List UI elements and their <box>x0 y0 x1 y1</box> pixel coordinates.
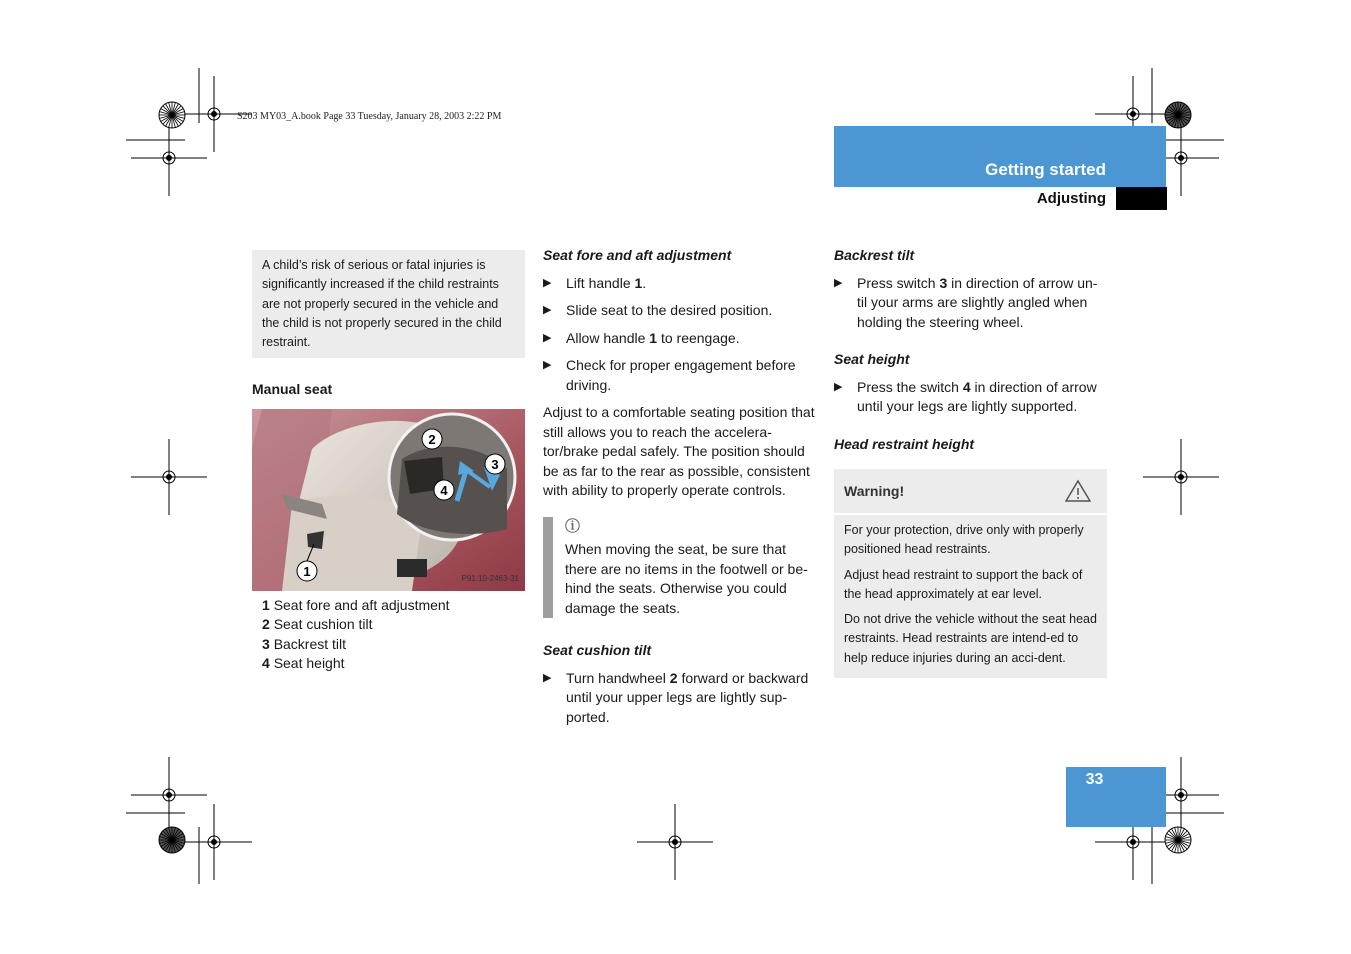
section-header-bar <box>834 126 1166 187</box>
print-header: S203 MY03_A.book Page 33 Tuesday, January 28, 2003 2:22 PM <box>237 111 502 122</box>
color-target <box>1165 827 1191 853</box>
step-item: ▶ Lift handle 1. <box>543 274 647 291</box>
warning-title: Warning! <box>844 483 905 499</box>
cushion-tilt-heading: Seat cushion tilt <box>543 642 652 658</box>
registration-mark <box>637 804 713 880</box>
page-number: 33 <box>1085 771 1104 788</box>
registration-mark <box>131 120 207 196</box>
legend-item: 4 Seat height <box>262 655 345 672</box>
note-text: When moving the seat, be sure that there are no items in the footwell or be-hind the seats. Otherwise you could damage the seats. <box>565 541 808 616</box>
seat-illustration-svg <box>252 409 525 591</box>
callout-1: 1 <box>303 563 311 579</box>
step-item: ▶ Slide seat to the desired position. <box>543 302 773 318</box>
callout-4: 4 <box>440 482 448 498</box>
warning-triangle-icon <box>1065 479 1091 503</box>
page-number-box <box>1066 767 1166 827</box>
note-bar <box>543 517 553 619</box>
step-item: ▶ Press switch 3 in direction of arrow un-til your arms are slightly angled when holding the steering wheel. <box>834 274 1098 330</box>
step-item: ▶ Press the switch 4 in direction of arrow until your legs are lightly supported. <box>834 378 1097 414</box>
color-target <box>159 102 185 128</box>
warning-paragraph: Adjust head restraint to support the back of the head approximately at ear level. <box>844 567 1083 601</box>
head-restraint-heading: Head restraint height <box>834 435 975 452</box>
callout-2: 2 <box>428 431 436 447</box>
warning-header <box>834 469 1107 513</box>
step-item: ▶ Turn handwheel 2 forward or backward until your upper legs are lightly sup-ported. <box>543 669 809 725</box>
right-column <box>834 246 1107 678</box>
warning-box <box>834 469 1107 678</box>
seating-position-text: Adjust to a comfortable seating position that still allows you to reach the accelera-tor/brake pedal safely. The position should be as far to the rear as possible, consistent with ability to properly operate controls. <box>543 404 815 498</box>
info-icon: ⓘ <box>565 516 581 535</box>
registration-mark <box>1143 439 1219 515</box>
color-target <box>159 827 185 853</box>
legend-item: 2 Seat cushion tilt <box>262 616 373 633</box>
color-target <box>1165 102 1191 128</box>
registration-mark <box>176 804 252 880</box>
info-note <box>543 517 818 619</box>
child-safety-box: A child’s risk of serious or fatal injuries is significantly increased if the child restraints are not properly secured in the vehicle and the child is not properly secured in the child restraint. <box>252 250 525 358</box>
section-title: Getting started <box>985 160 1106 179</box>
middle-column <box>543 246 818 727</box>
subtitle-marker <box>1116 187 1167 210</box>
registration-mark <box>131 757 207 833</box>
left-column <box>252 250 525 674</box>
warning-body <box>834 515 1107 678</box>
legend-item: 1 Seat fore and aft adjustment <box>262 596 450 613</box>
seat-height-heading: Seat height <box>834 351 910 367</box>
figure-legend <box>252 596 525 674</box>
warning-paragraph: For your protection, drive only with properly positioned head restraints. <box>844 523 1084 557</box>
backrest-tilt-heading: Backrest tilt <box>834 247 915 263</box>
callout-3: 3 <box>491 456 499 472</box>
legend-item: 3 Backrest tilt <box>262 635 347 652</box>
registration-mark <box>131 439 207 515</box>
section-subtitle: Adjusting <box>1036 190 1106 207</box>
figure-code: P91.10-2463-31 <box>461 574 519 584</box>
seat-controls-illustration <box>252 409 525 591</box>
warning-paragraph: Do not drive the vehicle without the seat head restraints. Head restraints are intend-ed to help reduce injuries during an acci-dent. <box>844 612 1097 665</box>
fore-aft-heading: Seat fore and aft adjustment <box>543 247 732 263</box>
manual-seat-heading: Manual seat <box>252 381 333 398</box>
step-item: ▶ Allow handle 1 to reengage. <box>543 329 740 346</box>
step-item: ▶ Check for proper engagement before driving. <box>543 357 796 393</box>
